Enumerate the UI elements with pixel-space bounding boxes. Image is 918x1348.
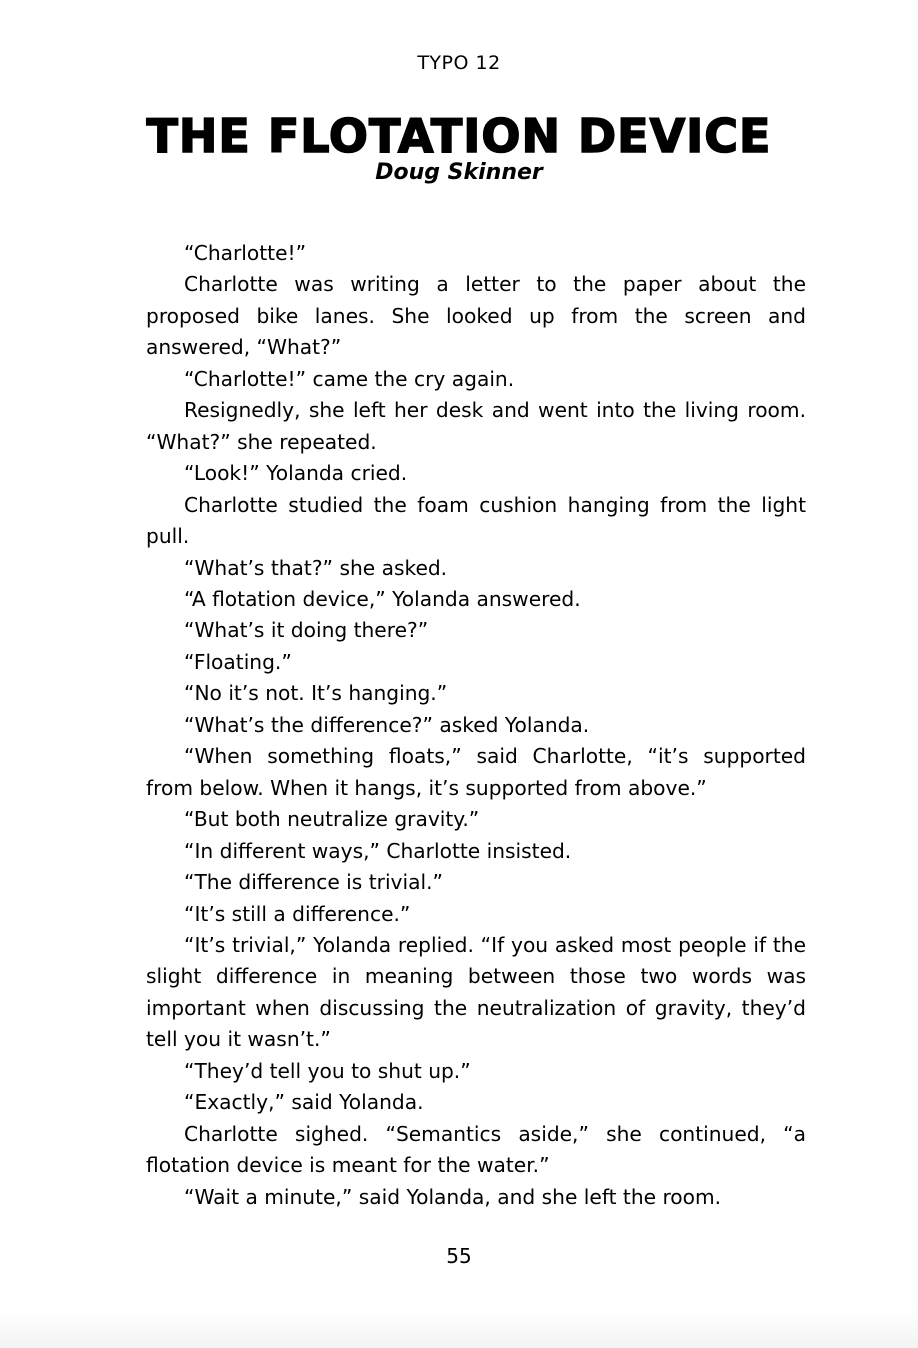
paragraph: “They’d tell you to shut up.” [184,1058,471,1083]
paragraph: “But both neutralize gravity.” [184,807,480,832]
paragraph: Charlotte was writing a letter to the paper about the proposed bike lanes. She looked up from the screen and answered, “What?” [146,272,806,360]
paragraph: Charlotte sighed. “Semantics aside,” she continued, “a flotation device is meant for the water.” [146,1121,806,1178]
paragraph: “Floating.” [184,649,292,674]
paragraph: “What’s the difference?” asked Yolanda. [184,712,590,737]
paragraph: “No it’s not. It’s hanging.” [184,681,448,706]
paragraph: “Wait a minute,” said Yolanda, and she left the room. [184,1184,722,1209]
paragraph: “A flotation device,” Yolanda answered. [184,586,581,611]
author-byline: Doug Skinner [375,160,543,185]
story-title: THE FLOTATION DEVICE [146,109,772,163]
paragraph: “What’s that?” she asked. [184,555,448,580]
paragraph: Resignedly, she left her desk and went into the living room. “What?” she repeated. [146,398,806,454]
running-head: TYPO 12 [417,52,501,74]
paragraph: “In different ways,” Charlotte insisted. [184,838,572,863]
paragraph: “When something floats,” said Charlotte, “it’s supported from below. When it hangs, it’s supported from above.” [146,744,806,800]
paragraph: “Look!” Yolanda cried. [184,461,408,486]
paragraph: Charlotte studied the foam cushion hanging from the light pull. [146,492,806,549]
page-bottom-shade [0,1308,918,1348]
story-body [146,238,806,1213]
paragraph: “It’s trivial,” Yolanda replied. “If you asked most people if the slight difference in meaning between those two words was important when discussing the neutralization of gravity, they’d tell you it wasn’t.” [146,932,806,1052]
paragraph: “Exactly,” said Yolanda. [184,1090,424,1115]
paragraph: “It’s still a difference.” [184,901,411,926]
paragraph: “Charlotte!” came the cry again. [184,366,515,391]
paragraph: “Charlotte!” [184,241,307,265]
paragraph: “What’s it doing there?” [184,618,429,643]
page-number: 55 [446,1244,472,1268]
paragraph: “The difference is trivial.” [184,870,443,895]
